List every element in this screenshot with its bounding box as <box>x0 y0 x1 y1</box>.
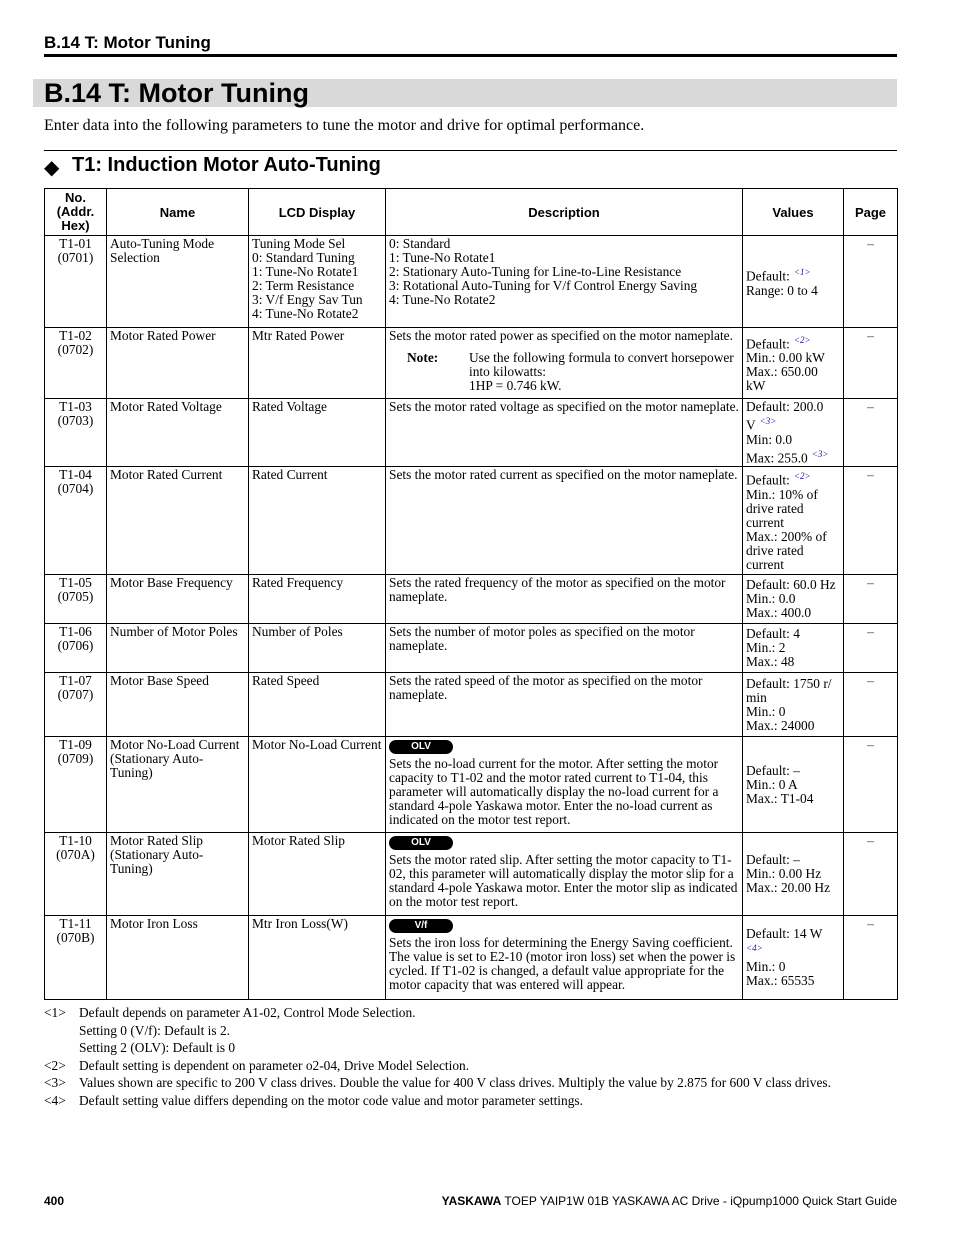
value-text: Max.: 200% of drive rated current <box>746 528 827 572</box>
value-line <box>746 853 840 867</box>
footnote-line: Setting 0 (V/f): Default is 2. <box>79 1022 230 1038</box>
param-lcd-display <box>249 624 386 673</box>
value-line <box>746 960 840 974</box>
lcd-line: Tuning Mode Sel <box>252 236 346 251</box>
footnote-line: Default setting value differs depending on the motor code value and motor parameter settings. <box>79 1092 583 1108</box>
footnote-tag: <3> <box>44 1075 66 1090</box>
value-line <box>746 719 840 733</box>
control-mode-badge: OLV <box>389 836 453 850</box>
value-text: Default: 4 <box>746 626 800 641</box>
footnote <box>44 1057 897 1075</box>
param-lcd-display <box>249 916 386 1000</box>
param-lcd-display <box>249 399 386 467</box>
value-text: Min.: 2 <box>746 640 786 655</box>
description-line: Sets the rated speed of the motor as specified on the motor nameplate. <box>389 673 703 702</box>
header-page: Page <box>844 189 898 236</box>
footnote-line: Setting 2 (OLV): Default is 0 <box>79 1040 236 1055</box>
param-values <box>743 575 844 624</box>
value-text: Default: 200.0 V <box>746 399 824 433</box>
value-text: Min.: 0.0 <box>746 591 796 606</box>
footnote-ref[interactable]: <2> <box>793 471 811 482</box>
param-description <box>386 673 743 737</box>
value-text: Max: 255.0 <box>746 449 808 465</box>
value-line <box>746 655 840 669</box>
table-row <box>45 575 898 624</box>
value-text: Default: <box>746 472 790 488</box>
footnote-body <box>79 1074 831 1092</box>
lcd-line: Number of Poles <box>252 624 343 639</box>
param-number <box>45 575 107 624</box>
param-number-line: T1-06 <box>59 624 92 639</box>
param-description <box>386 833 743 916</box>
description-line: 3: Rotational Auto-Tuning for V/f Control Energy Saving <box>389 278 698 293</box>
note-block <box>389 351 739 393</box>
param-description <box>386 624 743 673</box>
param-name: Motor No-Load Current (Stationary Auto-Tuning) <box>107 737 249 833</box>
table-row <box>45 624 898 673</box>
param-values <box>743 236 844 328</box>
footer-brand: YASKAWA <box>441 1194 502 1208</box>
value-line <box>746 927 840 941</box>
param-number-line: (0703) <box>57 413 94 428</box>
description-line: Sets the iron loss for determining the Energy Saving coefficient. The value is set to E2-10 (motor iron loss) set when the power is cycled. If T1-02 is changed, a default value appropriate for the motor capacity that was entered will appear. <box>389 935 736 992</box>
param-page: – <box>844 399 898 467</box>
table-row <box>45 833 898 916</box>
note-line: Use the following formula to convert horsepower into kilowatts: <box>469 350 734 379</box>
value-text: Default: 1750 r/ min <box>746 675 832 705</box>
value-text: Max.: 48 <box>746 654 795 669</box>
subsection-rule <box>44 150 897 151</box>
param-number-line: (0704) <box>57 481 94 496</box>
value-text: Range: 0 to 4 <box>746 282 818 298</box>
value-line <box>746 764 840 778</box>
header-rule <box>44 54 897 57</box>
value-text: Default: – <box>746 852 800 867</box>
header-lcd-display: LCD Display <box>249 189 386 236</box>
footnote-line: Default setting is dependent on parameter o2-04, Drive Model Selection. <box>79 1057 470 1073</box>
footnote-body <box>79 1092 583 1110</box>
value-text: Min.: 0.00 kW <box>746 350 825 366</box>
value-text: Min.: 0.00 Hz <box>746 866 822 881</box>
lcd-line: Mtr Rated Power <box>252 328 345 343</box>
description-line: Sets the motor rated slip. After setting the motor capacity to T1-02, this parameter will automatically display the motor slip for a standard 4-pole Yaskawa motor. Enter the motor slip as indicated on the motor test report. <box>389 852 738 909</box>
param-number-line: (0706) <box>57 638 94 653</box>
value-line <box>746 641 840 655</box>
header-no <box>45 189 107 236</box>
intro-paragraph: Enter data into the following parameters to tune the motor and drive for optimal performance. <box>44 117 645 134</box>
param-values <box>743 467 844 575</box>
value-text: Min: 0.0 <box>746 431 793 447</box>
param-lcd-display <box>249 833 386 916</box>
value-line <box>746 578 840 592</box>
lcd-line: 1: Tune-No Rotate1 <box>252 264 359 279</box>
param-page: – <box>844 236 898 328</box>
value-line <box>746 974 840 988</box>
param-number-line: T1-10 <box>59 833 92 848</box>
value-text: Max.: 400.0 <box>746 605 812 620</box>
param-number-line: T1-05 <box>59 575 92 590</box>
value-line <box>746 778 840 792</box>
param-lcd-display <box>249 328 386 399</box>
param-number <box>45 833 107 916</box>
value-line <box>746 447 840 465</box>
param-number-line: (0701) <box>57 250 94 265</box>
description-line: Sets the no-load current for the motor. After setting the motor capacity to T1-02 and the motor rated current to T1-04, this parameter will automatically display the no-load current for a standard 4-pole Yaskawa motor. Enter the no-load current as indicated on the motor test report. <box>389 756 719 827</box>
value-text: Min.: 0 A <box>746 776 798 792</box>
param-number-line: T1-01 <box>59 236 92 251</box>
footnote-ref[interactable]: <2> <box>793 334 811 345</box>
value-line <box>746 792 840 806</box>
param-description <box>386 399 743 467</box>
param-number-line: T1-11 <box>59 916 92 931</box>
value-line <box>746 433 840 447</box>
subsection-title: T1: Induction Motor Auto-Tuning <box>72 154 381 176</box>
value-text: Max.: 650.00 kW <box>746 364 818 394</box>
param-values <box>743 624 844 673</box>
param-lcd-display <box>249 575 386 624</box>
table-row <box>45 236 898 328</box>
value-text: Max.: T1-04 <box>746 790 814 806</box>
param-number-line: (070A) <box>56 847 95 862</box>
param-number-line: (0705) <box>57 589 94 604</box>
table-row <box>45 737 898 833</box>
table-row <box>45 916 898 1000</box>
param-page: – <box>844 673 898 737</box>
param-number <box>45 624 107 673</box>
param-number <box>45 737 107 833</box>
param-name: Motor Rated Voltage <box>107 399 249 467</box>
header-no-line: No. <box>65 190 86 205</box>
param-number-line: (0702) <box>57 342 94 357</box>
header-name: Name <box>107 189 249 236</box>
param-number-line: (0709) <box>57 751 94 766</box>
lcd-line: Mtr Iron Loss(W) <box>252 916 348 931</box>
lcd-line: Motor Rated Slip <box>252 833 345 848</box>
footnote-ref[interactable]: <1> <box>793 267 811 278</box>
param-values <box>743 833 844 916</box>
header-description: Description <box>386 189 743 236</box>
description-line: Sets the motor rated voltage as specified on the motor nameplate. <box>389 399 739 414</box>
param-lcd-display <box>249 467 386 575</box>
param-name: Motor Rated Power <box>107 328 249 399</box>
running-head: B.14 T: Motor Tuning <box>44 33 211 52</box>
param-lcd-display <box>249 737 386 833</box>
page-number: 400 <box>44 1194 65 1208</box>
footnotes <box>44 1004 897 1109</box>
value-text: Default: – <box>746 762 800 778</box>
table-header-row <box>45 189 898 236</box>
lcd-line: 2: Term Resistance <box>252 278 355 293</box>
value-line <box>746 941 840 959</box>
param-number-line: T1-03 <box>59 399 92 414</box>
footnote-tag: <2> <box>44 1057 66 1073</box>
param-page: – <box>844 737 898 833</box>
footnote <box>44 1004 897 1057</box>
value-line <box>746 351 840 365</box>
description-line: 4: Tune-No Rotate2 <box>389 292 496 307</box>
header-no-line: Hex) <box>61 218 90 233</box>
value-line <box>746 333 840 351</box>
value-text: Default: 14 W <box>746 926 823 942</box>
note-label: Note: <box>407 350 439 365</box>
header-values: Values <box>743 189 844 236</box>
param-number <box>45 673 107 737</box>
diamond-icon: ◆ <box>44 157 60 179</box>
value-line <box>746 881 840 895</box>
value-text: Min.: 0 <box>746 958 786 974</box>
value-line <box>746 627 840 641</box>
value-text: Max.: 20.00 Hz <box>746 880 831 895</box>
value-line <box>746 867 840 881</box>
param-lcd-display <box>249 673 386 737</box>
footer-doc: TOEP YAIP1W 01B YASKAWA AC Drive - iQpump1000 Quick Start Guide <box>504 1194 897 1208</box>
value-text: Default: <box>746 336 790 352</box>
description-line: Sets the motor rated power as specified on the motor nameplate. <box>389 328 733 343</box>
param-number <box>45 236 107 328</box>
table-row <box>45 399 898 467</box>
value-text: Default: 60.0 Hz <box>746 577 836 592</box>
param-name: Number of Motor Poles <box>107 624 249 673</box>
lcd-line: Rated Voltage <box>252 399 328 414</box>
param-number-line: T1-09 <box>59 737 92 752</box>
lcd-line: 4: Tune-No Rotate2 <box>252 306 359 321</box>
param-number-line: T1-07 <box>59 673 92 688</box>
value-line <box>746 265 840 283</box>
footnote-line: Default depends on parameter A1-02, Control Mode Selection. <box>79 1005 416 1020</box>
table-row <box>45 673 898 737</box>
lcd-line: Rated Frequency <box>252 575 344 590</box>
param-values <box>743 399 844 467</box>
footnote-body <box>79 1057 469 1075</box>
description-line: Sets the motor rated current as specified on the motor nameplate. <box>389 467 738 482</box>
lcd-line: Motor No-Load Current <box>252 737 382 752</box>
value-line <box>746 530 840 572</box>
value-line <box>746 592 840 606</box>
description-line: Sets the number of motor poles as specified on the motor nameplate. <box>389 624 695 653</box>
footnote <box>44 1074 897 1092</box>
description-line: 1: Tune-No Rotate1 <box>389 250 496 265</box>
value-line <box>746 606 840 620</box>
table-row <box>45 467 898 575</box>
table-row <box>45 328 898 399</box>
value-text: Max.: 24000 <box>746 717 815 733</box>
param-description <box>386 467 743 575</box>
description-line: 0: Standard <box>389 236 451 251</box>
param-page: – <box>844 833 898 916</box>
header-no-line: (Addr. <box>56 204 95 219</box>
param-description <box>386 328 743 399</box>
lcd-line: Rated Speed <box>252 673 320 688</box>
footnote-ref[interactable]: <3> <box>811 448 829 459</box>
param-number <box>45 916 107 1000</box>
value-text: Min.: 10% of drive rated current <box>746 486 818 530</box>
footnote-line: Values shown are specific to 200 V class drives. Double the value for 400 V class drives. Multiply the value by 2.875 for 600 V class drives. <box>79 1075 831 1090</box>
param-number-line: T1-04 <box>59 467 92 482</box>
value-line <box>746 705 840 719</box>
param-page: – <box>844 467 898 575</box>
section-title: B.14 T: Motor Tuning <box>44 78 309 108</box>
note-text <box>469 351 739 393</box>
footnote <box>44 1092 897 1110</box>
description-line: Sets the rated frequency of the motor as specified on the motor nameplate. <box>389 575 726 604</box>
param-number-line: (070B) <box>56 930 95 945</box>
footnote-tag: <4> <box>44 1092 66 1108</box>
footnote-body <box>79 1004 416 1057</box>
param-page: – <box>844 575 898 624</box>
param-number-line: (0707) <box>57 687 94 702</box>
param-description <box>386 575 743 624</box>
value-text: Default: <box>746 268 790 284</box>
param-description <box>386 236 743 328</box>
param-values <box>743 328 844 399</box>
parameter-table <box>44 188 898 1000</box>
param-number <box>45 399 107 467</box>
param-page: – <box>844 916 898 1000</box>
value-text: Min.: 0 <box>746 703 786 719</box>
footnote-ref[interactable]: <3> <box>759 416 777 427</box>
param-name: Motor Rated Slip (Stationary Auto-Tuning) <box>107 833 249 916</box>
footer-doc-title <box>442 1194 897 1208</box>
lcd-line: 3: V/f Engy Sav Tun <box>252 292 363 307</box>
param-name: Motor Base Speed <box>107 673 249 737</box>
value-line <box>746 365 840 393</box>
note-line: 1HP = 0.746 kW. <box>469 378 562 393</box>
param-page: – <box>844 624 898 673</box>
lcd-line: 0: Standard Tuning <box>252 250 355 265</box>
param-description <box>386 916 743 1000</box>
lcd-line: Rated Current <box>252 467 328 482</box>
footnote-tag: <1> <box>44 1005 66 1020</box>
param-values <box>743 673 844 737</box>
param-description <box>386 737 743 833</box>
description-line: 2: Stationary Auto-Tuning for Line-to-Line Resistance <box>389 264 682 279</box>
param-name: Motor Base Frequency <box>107 575 249 624</box>
param-name: Auto-Tuning Mode Selection <box>107 236 249 328</box>
value-text: Max.: 65535 <box>746 972 815 988</box>
value-line <box>746 677 840 705</box>
value-line <box>746 469 840 487</box>
control-mode-badge: V/f <box>389 919 453 933</box>
param-page: – <box>844 328 898 399</box>
param-values <box>743 737 844 833</box>
param-number-line: T1-02 <box>59 328 92 343</box>
control-mode-badge: OLV <box>389 740 453 754</box>
param-values <box>743 916 844 1000</box>
param-number <box>45 467 107 575</box>
param-number <box>45 328 107 399</box>
value-line <box>746 488 840 530</box>
param-name: Motor Rated Current <box>107 467 249 575</box>
value-line <box>746 400 840 432</box>
param-name: Motor Iron Loss <box>107 916 249 1000</box>
param-lcd-display <box>249 236 386 328</box>
value-line <box>746 284 840 298</box>
footnote-ref[interactable]: <4> <box>746 943 763 954</box>
